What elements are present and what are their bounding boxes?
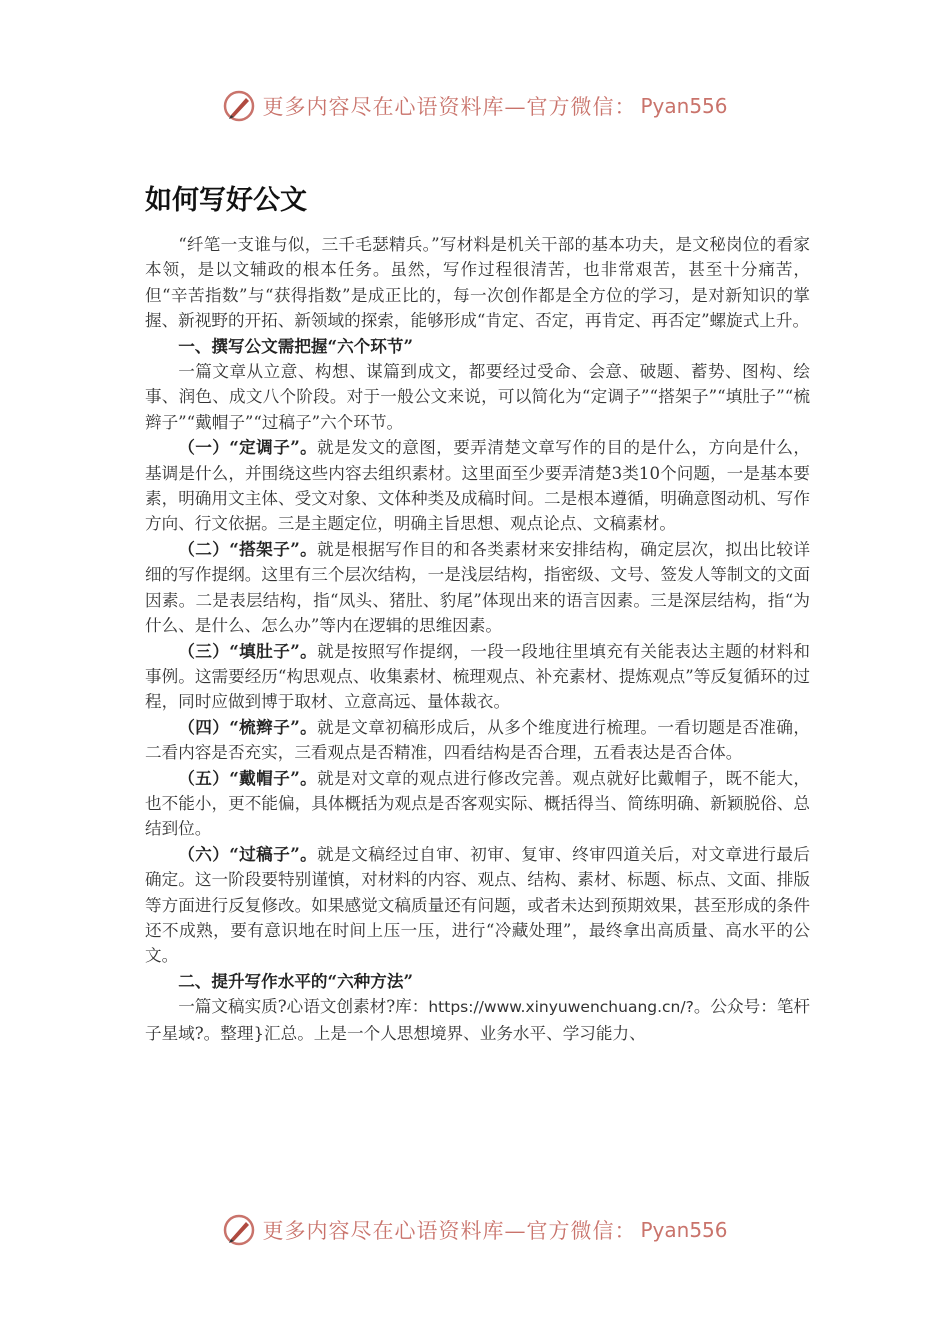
item-text: 就是根据写作目的和各类素材来安排结构，确定层次，拟出比较详细的写作提纲。这里有三个层次结构，一是浅层结构，指密级、文号、签发人等制文的文面因素。二是表层结构，指“凤头、猪肚、豹尾”体现出来的语言因素。三是深层结构，指“为什么、是什么、怎么办”等内在逻辑的思维因素。 xyxy=(145,539,811,636)
item-text: 就是文章初稿形成后，从多个维度进行梳理。一看切题是否准确，二看内容是否充实，三看观点是否精准，四看结构是否合理，五看表达是否合体。 xyxy=(145,717,811,763)
article-body xyxy=(145,232,810,1046)
banner-wechat-id: Pyan556 xyxy=(640,1218,728,1242)
footer-banner xyxy=(0,1208,950,1252)
list-item xyxy=(145,715,810,766)
item-text: 就是对文章的观点进行修改完善。观点就好比戴帽子，既不能大，也不能小，更不能偏，具体概括为观点是否客观实际、概括得当、简练明确、新颖脱俗、总结到位。 xyxy=(145,768,811,839)
header-banner xyxy=(0,84,950,128)
list-item xyxy=(145,435,810,537)
item-text: 就是发文的意图，要弄清楚文章写作的目的是什么，方向是什么，基调是什么，并围绕这些内容去组织素材。这里面至少要弄清楚3类10个问题，一是基本要素，明确用文主体、受文对象、文体种类及成稿时间。二是根本遵循，明确意图动机、写作方向、行文依据。三是主题定位，明确主旨思想、观点论点、文稿素材。 xyxy=(145,438,811,534)
section-heading-2: 二、提升写作水平的“六种方法” xyxy=(178,970,413,991)
item-label: （一）“定调子”。 xyxy=(178,437,318,458)
section2-paragraph xyxy=(145,994,810,1046)
pen-logo-icon xyxy=(222,1213,256,1247)
section2-text-after: 。公众号：笔杆子星域?。整理}汇总。上是一个人思想境界、业务水平、学习能力、 xyxy=(145,997,811,1043)
section-heading-1: 一、撰写公文需把握“六个环节” xyxy=(178,335,413,356)
banner-text: 更多内容尽在心语资料库—官方微信： xyxy=(262,95,637,119)
list-item xyxy=(145,639,810,715)
item-label: （四）“梳辫子”。 xyxy=(178,716,318,737)
section1-intro: 一篇文章从立意、构想、谋篇到成文，都要经过受命、会意、破题、蓄势、图构、绘事、润色、成文八个阶段。对于一般公文来说，可以简化为“定调子”“搭架子”“填肚子”“梳辫子”“戴帽子”“过稿子”六个环节。 xyxy=(145,362,810,432)
source-url-link[interactable]: https://www.xinyuwenchuang.cn/? xyxy=(428,998,694,1017)
item-label: （六）“过稿子”。 xyxy=(178,843,318,864)
banner-wechat-id: Pyan556 xyxy=(640,94,728,118)
intro-paragraph: “纤笔一支谁与似，三千毛瑟精兵。”写材料是机关干部的基本功夫，是文秘岗位的看家本领，是以文辅政的根本任务。虽然，写作过程很清苦，也非常艰苦，甚至十分痛苦，但“辛苦指数”与“获得指数”是成正比的，每一次创作都是全方位的学习，是对新知识的掌握、新视野的开拓、新领域的探索，能够形成“肯定、否定，再肯定、再否定”螺旋式上升。 xyxy=(145,235,810,331)
pen-logo-icon xyxy=(222,89,256,123)
item-label: （二）“搭架子”。 xyxy=(178,538,318,559)
item-label: （五）“戴帽子”。 xyxy=(178,767,318,788)
page-title: 如何写好公文 xyxy=(145,185,307,216)
item-label: （三）“填肚子”。 xyxy=(178,640,318,661)
list-item xyxy=(145,766,810,842)
banner-text: 更多内容尽在心语资料库—官方微信： xyxy=(262,1219,637,1243)
section2-text-before: 一篇文稿实质?心语文创素材?库： xyxy=(178,997,429,1017)
item-text: 就是按照写作提纲，一段一段地往里填充有关能表达主题的材料和事例。这需要经历“构思观点、收集素材、梳理观点、补充素材、提炼观点”等反复循环的过程，同时应做到博于取材、立意高远、量体裁衣。 xyxy=(145,641,811,712)
list-item xyxy=(145,537,810,639)
item-text: 就是文稿经过自审、初审、复审、终审四道关后，对文章进行最后确定。这一阶段要特别谨慎，对材料的内容、观点、结构、素材、标题、标点、文面、排版等方面进行反复修改。如果感觉文稿质量还有问题，或者未达到预期效果，甚至形成的条件还不成熟，要有意识地在时间上压一压，进行“冷藏处理”，最终拿出高质量、高水平的公文。 xyxy=(145,844,811,966)
list-item xyxy=(145,842,810,969)
